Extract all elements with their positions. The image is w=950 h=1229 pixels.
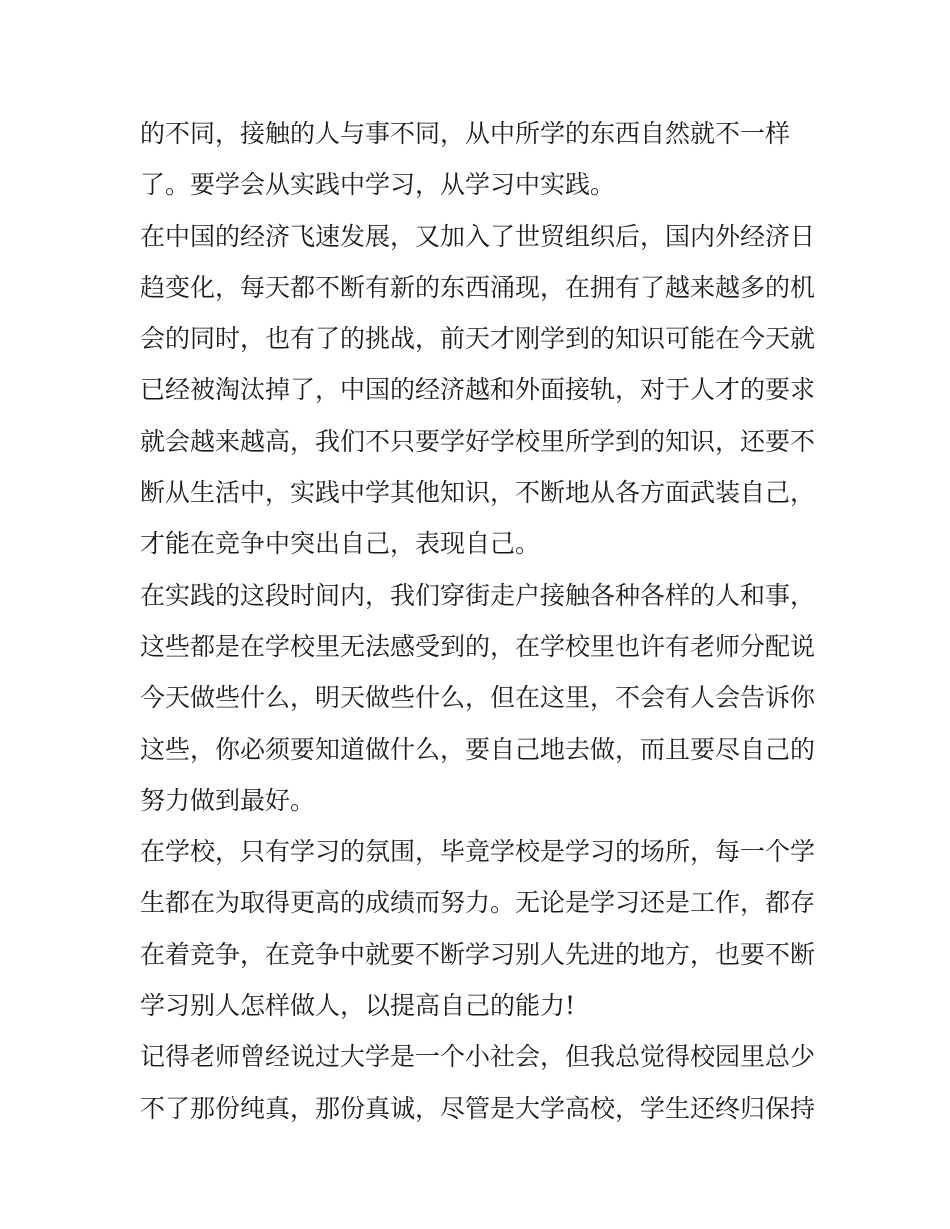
text-line: 趋变化，每天都不断有新的东西涌现，在拥有了越来越多的机 xyxy=(140,272,816,302)
text-line: 不了那份纯真，那份真诚，尽管是大学高校，学生还终归保持 xyxy=(140,1093,816,1123)
text-line: 就会越来越高，我们不只要学好学校里所学到的知识，还要不 xyxy=(140,426,816,456)
text-line: 了。要学会从实践中学习，从学习中实践。 xyxy=(140,170,616,200)
text-line: 在着竞争，在竞争中就要不断学习别人先进的地方，也要不断 xyxy=(140,939,816,969)
text-line: 会的同时，也有了的挑战，前天才刚学到的知识可能在今天就 xyxy=(140,324,816,354)
text-line: 生都在为取得更高的成绩而努力。无论是学习还是工作，都存 xyxy=(140,888,816,918)
text-line: 学习别人怎样做人，以提高自己的能力! xyxy=(140,991,576,1021)
text-line: 才能在竞争中突出自己，表现自己。 xyxy=(140,529,541,559)
text-line: 在学校，只有学习的氛围，毕竟学校是学习的场所，每一个学 xyxy=(140,837,816,867)
text-line: 努力做到最好。 xyxy=(140,785,316,815)
text-line: 的不同，接触的人与事不同，从中所学的东西自然就不一样 xyxy=(140,119,791,148)
text-line: 在中国的经济飞速发展，又加入了世贸组织后，国内外经济日 xyxy=(140,221,816,251)
document-body xyxy=(140,108,820,1134)
text-line: 已经被淘汰掉了，中国的经济越和外面接轨，对于人才的要求 xyxy=(140,375,816,405)
text-line: 记得老师曾经说过大学是一个小社会，但我总觉得校园里总少 xyxy=(140,1042,816,1072)
text-line: 在实践的这段时间内，我们穿街走户接触各种各样的人和事， xyxy=(140,580,816,610)
text-line: 今天做些什么，明天做些什么，但在这里，不会有人会告诉你 xyxy=(140,683,816,713)
text-line: 断从生活中，实践中学其他知识，不断地从各方面武装自己， xyxy=(140,478,816,508)
text-line: 这些都是在学校里无法感受到的，在学校里也许有老师分配说 xyxy=(140,631,816,661)
text-line: 这些，你必须要知道做什么，要自己地去做，而且要尽自己的 xyxy=(140,734,816,764)
